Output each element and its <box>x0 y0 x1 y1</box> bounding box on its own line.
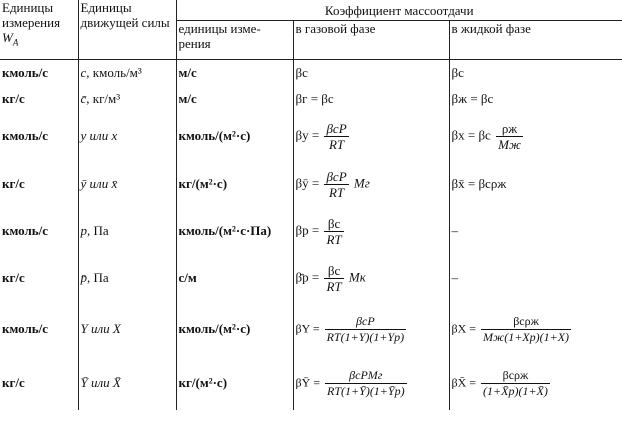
table-row <box>0 60 622 87</box>
cell-units: кмоль/с <box>2 128 49 143</box>
cell-coef-unit: кмоль/(м²·с) <box>176 302 293 356</box>
cell-force: p, Па <box>78 208 176 254</box>
cell-coef-unit: кмоль/(м²·с) <box>176 112 293 160</box>
cell-liquid: βc <box>449 60 622 87</box>
cell-gas: βY = $\frac{\text{βcP}}{RT(1+Y)(1+Yр)}$ <box>293 302 449 356</box>
cell-coef-unit: кг/(м²·с) <box>176 356 293 410</box>
cell-force: c, кмоль/м³ <box>78 60 176 87</box>
cell-coef-unit: кмоль/(м²·с·Па) <box>176 208 293 254</box>
table-row <box>0 160 622 208</box>
cell-gas: βy = $\frac{\text{βcP}}{RT}$ <box>293 112 449 160</box>
cell-force: ȳ или x̄ <box>78 160 176 208</box>
cell-liquid: βx̄ = βcρж <box>449 160 622 208</box>
cell-gas: βȲ = $\frac{\text{βcPMг}}{RT(1+Ȳ)(1+Ȳр)}$ <box>293 356 449 410</box>
cell-units: кмоль/с <box>2 65 49 80</box>
table-row <box>0 112 622 160</box>
cell-units: кг/с <box>2 91 25 106</box>
header-coef-units: единицы изме-рения <box>176 21 293 60</box>
table-row <box>0 208 622 254</box>
cell-liquid: – <box>449 254 622 302</box>
table-row <box>0 254 622 302</box>
cell-gas: βp = $\frac{\beta c}{RT}$ <box>293 208 449 254</box>
table-row <box>0 356 622 410</box>
table-row <box>0 302 622 356</box>
cell-coef-unit: с/м <box>176 254 293 302</box>
cell-liquid: βx = βc $\frac{\rho ж}{Mж}$ <box>449 112 622 160</box>
cell-gas: β̄p = $\frac{\beta c}{RT}$ Mк <box>293 254 449 302</box>
cell-units: кмоль/с <box>2 223 49 238</box>
cell-force: p̄, Па <box>78 254 176 302</box>
header-coefficient-group: Коэффициент массоотдачи <box>176 0 622 21</box>
cell-coef-unit: м/с <box>176 86 293 112</box>
cell-gas: βȳ = $\frac{\text{βcP}}{RT}$ Mг <box>293 160 449 208</box>
cell-gas: βг = βc <box>293 86 449 112</box>
cell-liquid: βX = $\frac{\text{βcρж}}{Mж(1+Xр)(1+X)}$ <box>449 302 622 356</box>
cell-force: c̄, кг/м³ <box>78 86 176 112</box>
cell-force: Ȳ или X̄ <box>78 356 176 410</box>
cell-liquid: – <box>449 208 622 254</box>
header-units: Единицы измерения $W_A$ <box>0 0 78 60</box>
header-gas-phase: в газовой фазе <box>293 21 449 60</box>
cell-force: Y или X <box>78 302 176 356</box>
header-liquid-phase: в жидкой фазе <box>449 21 622 60</box>
header-driving-force: Единицы движущей силы <box>78 0 176 60</box>
cell-units: кмоль/с <box>2 321 49 336</box>
cell-force: y или x <box>78 112 176 160</box>
cell-coef-unit: кг/(м²·с) <box>176 160 293 208</box>
cell-units: кг/с <box>2 270 25 285</box>
cell-gas: βc <box>293 60 449 87</box>
cell-units: кг/с <box>2 176 25 191</box>
table-row <box>0 86 622 112</box>
cell-liquid: βX̄ = $\frac{\text{βcρж}}{(1+X̄р)(1+X̄)}$ <box>449 356 622 410</box>
cell-units: кг/с <box>2 375 25 390</box>
cell-liquid: βж = βc <box>449 86 622 112</box>
cell-coef-unit: м/с <box>176 60 293 87</box>
